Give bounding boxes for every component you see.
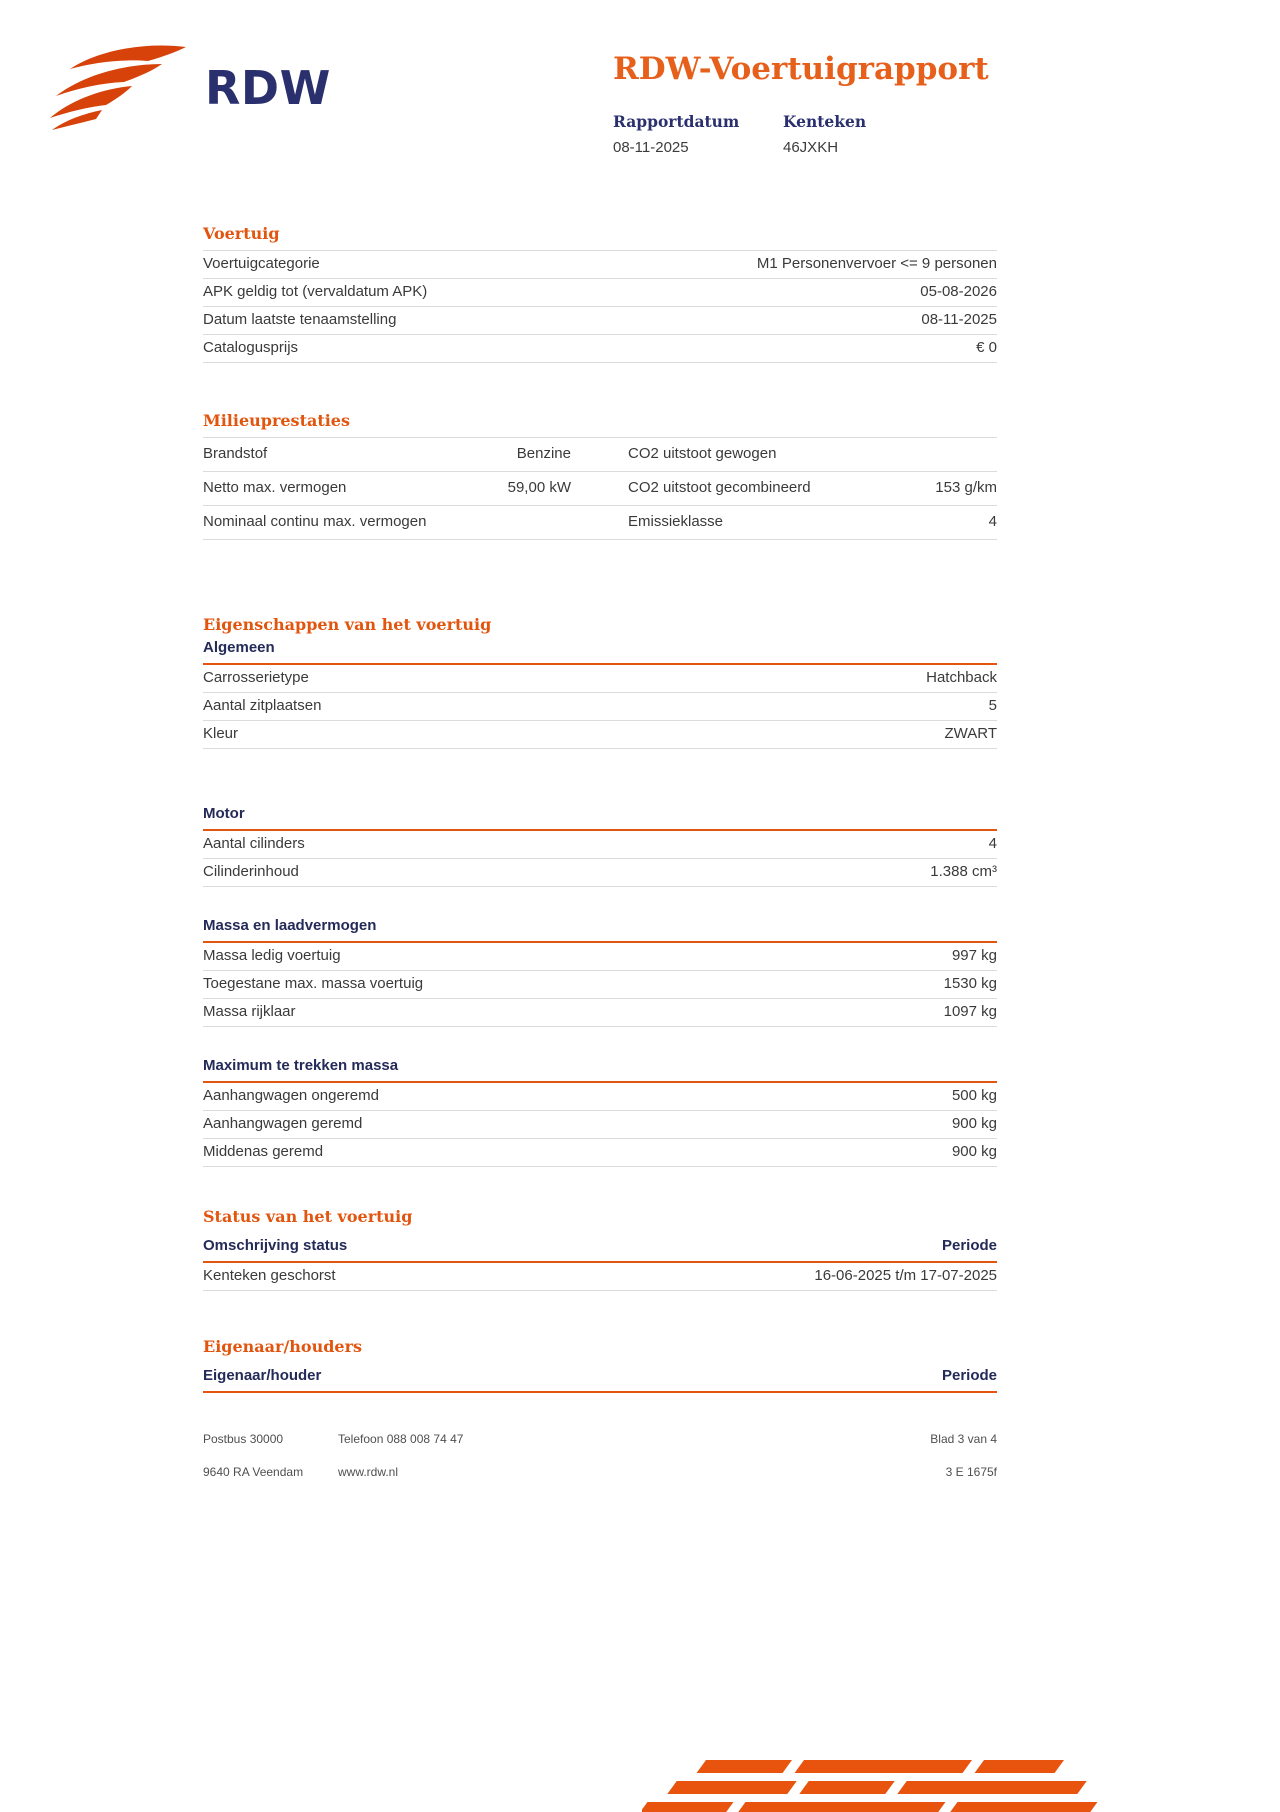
table-row	[203, 307, 997, 335]
row-label: Cilinderinhoud	[203, 862, 299, 880]
table-row	[203, 438, 997, 472]
row-label: Massa rijklaar	[203, 1002, 296, 1020]
table-row	[203, 665, 997, 693]
row-label: Toegestane max. massa voertuig	[203, 974, 424, 992]
license-plate-value: 46JXKH	[783, 138, 839, 156]
row-label: Aantal cilinders	[203, 834, 305, 852]
massa-table	[203, 943, 997, 1027]
section-eigenaar	[203, 1337, 997, 1393]
report-date-value: 08-11-2025	[613, 138, 689, 156]
subsection-heading: Massa en laadvermogen	[203, 917, 997, 943]
row-value: 900 kg	[951, 1114, 997, 1132]
rdw-stripes-graphic	[642, 1760, 1122, 1812]
row-value: 900 kg	[951, 1142, 997, 1160]
section-status	[203, 1207, 997, 1291]
table-row	[203, 943, 997, 971]
rdw-wordmark: RDW	[205, 61, 331, 115]
row-value: 59,00 kW	[507, 479, 571, 497]
row-value: ZWART	[944, 724, 997, 742]
row-label: Kenteken geschorst	[203, 1266, 336, 1284]
subsection-motor	[203, 805, 997, 887]
status-table	[203, 1263, 997, 1291]
subsection-heading: Motor	[203, 805, 997, 831]
row-label: Brandstof	[203, 445, 268, 463]
row-value: 153 g/km	[935, 479, 997, 497]
row-label: Middenas geremd	[203, 1142, 324, 1160]
table-cell	[628, 445, 997, 463]
row-label: Netto max. vermogen	[203, 479, 347, 497]
section-eigenschappen	[203, 615, 997, 1166]
footer-page-number: Blad 3 van 4	[930, 1432, 997, 1446]
report-body	[203, 0, 997, 1393]
table-cell	[203, 513, 571, 531]
row-label: Aanhangwagen geremd	[203, 1114, 363, 1132]
table-row	[203, 999, 997, 1027]
row-value: M1 Personenvervoer <= 9 personen	[756, 255, 997, 273]
row-value: 08-11-2025	[921, 311, 997, 329]
subsection-trekken	[203, 1057, 997, 1167]
section-voertuig	[203, 224, 997, 363]
row-value: 500 kg	[951, 1086, 997, 1104]
table-row	[203, 335, 997, 363]
row-label: Emissieklasse	[628, 513, 724, 531]
milieu-table	[203, 437, 997, 540]
row-value: 5	[988, 696, 997, 714]
column-header-status: Omschrijving status	[203, 1236, 348, 1254]
table-row	[203, 1263, 997, 1291]
column-header-eigenaar: Eigenaar/houder	[203, 1366, 322, 1384]
table-row	[203, 831, 997, 859]
footer-website: www.rdw.nl	[338, 1465, 399, 1479]
row-value: 05-08-2026	[920, 283, 997, 301]
table-cell	[203, 479, 571, 497]
row-value: Benzine	[516, 445, 571, 463]
table-row	[203, 279, 997, 307]
document-footer	[203, 1432, 997, 1479]
voertuig-table	[203, 250, 997, 363]
section-heading-status: Status van het voertuig	[203, 1206, 413, 1226]
column-header-periode: Periode	[941, 1236, 997, 1254]
section-heading-eigenaar: Eigenaar/houders	[203, 1336, 363, 1356]
footer-address-line1: Postbus 30000	[203, 1432, 284, 1446]
subsection-heading: Algemeen	[203, 639, 997, 665]
row-label: Aantal zitplaatsen	[203, 696, 322, 714]
row-value: 1530 kg	[943, 974, 997, 992]
trekken-table	[203, 1083, 997, 1167]
section-heading-milieuprestaties: Milieuprestaties	[203, 411, 350, 431]
table-row	[203, 1111, 997, 1139]
row-label: Datum laatste tenaamstelling	[203, 311, 397, 329]
subsection-massa	[203, 917, 997, 1027]
row-value: 4	[988, 834, 997, 852]
row-value: Hatchback	[926, 668, 997, 686]
footer-line-2	[203, 1465, 997, 1479]
table-cell	[628, 479, 997, 497]
row-label: CO2 uitstoot gewogen	[628, 445, 777, 463]
table-row	[203, 693, 997, 721]
row-label: Voertuigcategorie	[203, 255, 320, 273]
table-row	[203, 1139, 997, 1167]
table-row	[203, 859, 997, 887]
table-cell	[628, 513, 997, 531]
section-milieuprestaties	[203, 411, 997, 540]
table-row	[203, 506, 997, 540]
row-label: Massa ledig voertuig	[203, 946, 341, 964]
row-label: APK geldig tot (vervaldatum APK)	[203, 283, 428, 301]
subsection-heading: Maximum te trekken massa	[203, 1057, 997, 1083]
footer-phone: Telefoon 088 008 74 47	[338, 1432, 464, 1446]
row-value: 997 kg	[951, 946, 997, 964]
table-row	[203, 472, 997, 506]
report-date-label: Rapportdatum	[613, 111, 740, 131]
table-cell	[203, 445, 571, 463]
section-heading-eigenschappen: Eigenschappen van het voertuig	[203, 615, 492, 635]
section-heading-voertuig: Voertuig	[203, 224, 280, 243]
status-table-header	[203, 1233, 997, 1263]
subsection-algemeen	[203, 639, 997, 749]
table-row	[203, 251, 997, 279]
algemeen-table	[203, 665, 997, 749]
row-label: Carrosserietype	[203, 668, 309, 686]
table-row	[203, 1083, 997, 1111]
row-value: 16-06-2025 t/m 17-07-2025	[814, 1266, 997, 1284]
row-value: 1.388 cm³	[930, 862, 997, 880]
row-value: € 0	[976, 339, 997, 357]
footer-address-line2: 9640 RA Veendam	[203, 1465, 304, 1479]
row-label: CO2 uitstoot gecombineerd	[628, 479, 811, 497]
rdw-logo-icon	[44, 44, 189, 132]
footer-line-1	[203, 1432, 997, 1446]
license-plate-label: Kenteken	[783, 111, 867, 131]
row-value: 1097 kg	[943, 1002, 997, 1020]
page-title: RDW-Voertuigrapport	[613, 51, 989, 87]
column-header-periode: Periode	[941, 1366, 997, 1384]
table-row	[203, 721, 997, 749]
table-row	[203, 971, 997, 999]
row-value: 4	[988, 513, 997, 531]
row-label: Nominaal continu max. vermogen	[203, 513, 427, 531]
row-label: Aanhangwagen ongeremd	[203, 1086, 379, 1104]
motor-table	[203, 831, 997, 887]
row-label: Kleur	[203, 724, 239, 742]
row-label: Catalogusprijs	[203, 339, 299, 357]
footer-doc-code: 3 E 1675f	[945, 1465, 997, 1479]
eigenaar-table-header	[203, 1363, 997, 1393]
